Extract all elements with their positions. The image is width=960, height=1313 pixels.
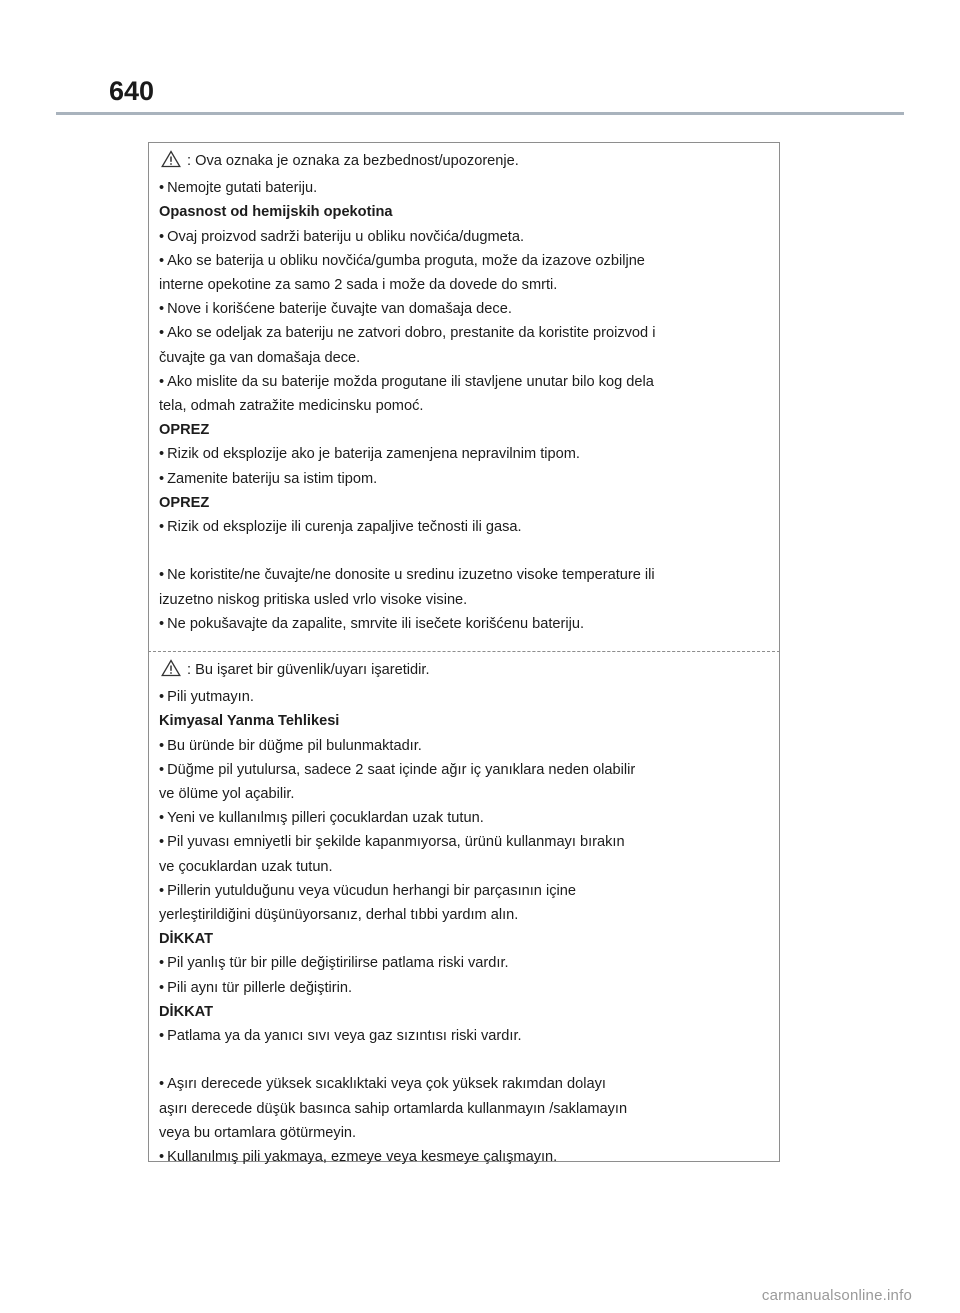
instruction-line: • Zamenite bateriju sa istim tipom. [159,467,769,491]
section-heading: DİKKAT [159,1003,214,1020]
instruction-line: • Ne pokušavajte da zapalite, smrvite ili isečete korišćenu bateriju. [159,612,769,636]
site-watermark: carmanualsonline.info [761,1287,912,1304]
instruction-line: • Bu üründe bir düğme pil bulunmaktadır. [159,734,769,758]
warning-triangle-icon [161,659,181,685]
instruction-line: • Rizik od eksplozije ako je baterija zamenjena nepravilnim tipom. [159,442,769,466]
instruction-line: • Ako se odeljak za bateriju ne zatvori dobro, prestanite da koristite proizvod i [159,321,769,345]
turkish-warning-box [148,651,780,1166]
blank-line [159,1048,769,1072]
instruction-line-cont: ve ölüme yol açabilir. [159,786,295,803]
instruction-line-cont: izuzetno niskog pritiska usled vrlo visoke visine. [159,591,468,608]
instruction-line-cont: veya bu ortamlara götürmeyin. [159,1124,357,1141]
instruction-line: • Rizik od eksplozije ili curenja zapaljive tečnosti ili gasa. [159,515,769,539]
instruction-line: • Ako se baterija u obliku novčića/gumba proguta, može da izazove ozbiljne [159,249,769,273]
instruction-line: • Düğme pil yutulursa, sadece 2 saat içinde ağır iç yanıklara neden olabilir [159,758,769,782]
instruction-line: • Yeni ve kullanılmış pilleri çocuklardan uzak tutun. [159,806,769,830]
instruction-line: • Pillerin yutulduğunu veya vücudun herhangi bir parçasının içine [159,879,769,903]
header-divider [56,112,904,115]
blank-line [159,539,769,563]
instruction-line: • Pil yuvası emniyetli bir şekilde kapanmıyorsa, ürünü kullanmayı bırakın [159,830,769,854]
instruction-line: • Kullanılmış pili yakmaya, ezmeye veya kesmeye çalışmayın. [159,1145,769,1169]
page-number: 640 [109,76,155,106]
warning-triangle-icon [161,150,181,176]
instruction-line: • Nemojte gutati bateriju. [159,176,769,200]
warning-label-text: : Bu işaret bir güvenlik/uyarı işaretidir. [187,662,430,678]
section-heading: OPREZ [159,494,210,511]
instruction-line-cont: yerleştirildiğini düşünüyorsanız, derhal tıbbi yardım alın. [159,907,519,924]
instruction-line: • Ovaj proizvod sadrži bateriju u obliku novčića/dugmeta. [159,225,769,249]
warning-label-line [159,149,769,176]
section-heading: Kimyasal Yanma Tehlikesi [159,713,340,730]
instruction-line: • Pili yutmayın. [159,685,769,709]
warning-label-text: : Ova oznaka je oznaka za bezbednost/upozorenje. [187,153,519,169]
instruction-line: • Nove i korišćene baterije čuvajte van domašaja dece. [159,297,769,321]
section-heading: OPREZ [159,422,210,439]
instruction-line: • Patlama ya da yanıcı sıvı veya gaz sızıntısı riski vardır. [159,1024,769,1048]
instruction-line: • Ne koristite/ne čuvajte/ne donosite u sredinu izuzetno visoke temperature ili [159,563,769,587]
instruction-line: • Aşırı derecede yüksek sıcaklıktaki veya çok yüksek rakımdan dolayı [159,1072,769,1096]
instruction-line: • Pili aynı tür pillerle değiştirin. [159,976,769,1000]
warning-label-line [159,658,769,685]
instruction-line-cont: interne opekotine za samo 2 sada i može da dovede do smrti. [159,277,558,294]
section-heading: DİKKAT [159,931,214,948]
section-heading: Opasnost od hemijskih opekotina [159,204,393,221]
instruction-line-cont: ve çocuklardan uzak tutun. [159,858,333,875]
instruction-line-cont: aşırı derecede düşük basınca sahip ortamlarda kullanmayın /saklamayın [159,1100,628,1117]
instruction-line-cont: tela, odmah zatražite medicinsku pomoć. [159,398,424,415]
instruction-line-cont: čuvajte ga van domašaja dece. [159,349,361,366]
serbian-warning-box [148,142,780,652]
instruction-line: • Pil yanlış tür bir pille değiştirilirse patlama riski vardır. [159,951,769,975]
instruction-line: • Ako mislite da su baterije možda progutane ili stavljene unutar bilo kog dela [159,370,769,394]
